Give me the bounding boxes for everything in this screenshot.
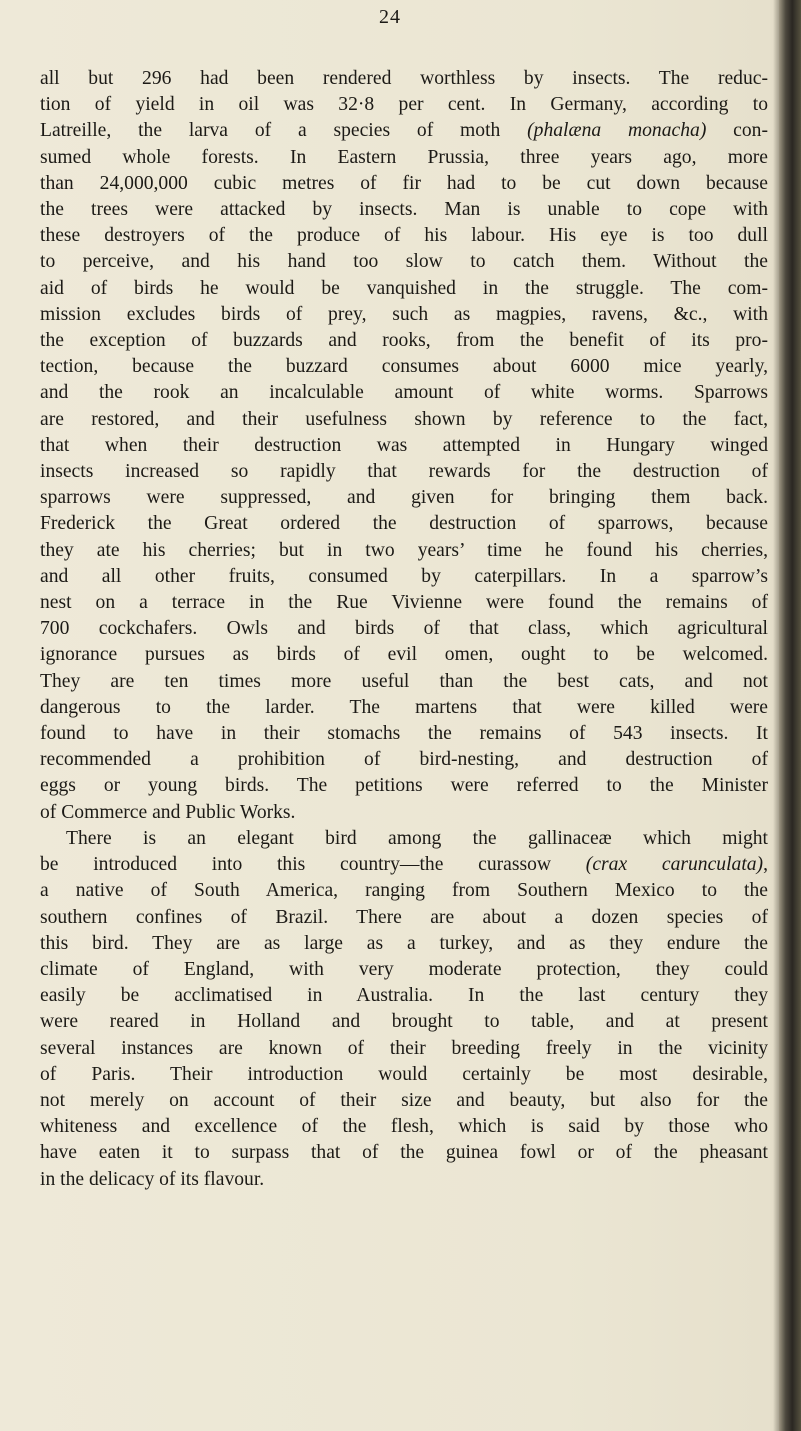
text-line: insects increased so rapidly that rewards for the destruction of bbox=[40, 461, 768, 483]
text-line: be introduced into this country—the curassow (crax carunculata), bbox=[40, 854, 768, 876]
text-line: than 24,000,000 cubic metres of fir had to be cut down because bbox=[40, 172, 768, 194]
text-line: ignorance pursues as birds of evil omen, ought to be welcomed. bbox=[40, 644, 768, 666]
text-line: they ate his cherries; but in two years’ time he found his cherries, bbox=[40, 539, 768, 561]
text-line: not merely on account of their size and beauty, but also for the bbox=[40, 1089, 768, 1111]
text-line: found to have in their stomachs the remains of 543 insects. It bbox=[40, 723, 768, 745]
text-line: eggs or young birds. The petitions were referred to the Minister bbox=[40, 775, 768, 797]
text-line: these destroyers of the produce of his labour. His eye is too dull bbox=[40, 225, 768, 247]
text-line: this bird. They are as large as a turkey, and as they endure the bbox=[40, 932, 768, 954]
text-line: a native of South America, ranging from Southern Mexico to the bbox=[40, 880, 768, 902]
text-line: sparrows were suppressed, and given for bringing them back. bbox=[40, 487, 768, 509]
text-line: recommended a prohibition of bird-nesting, and destruction of bbox=[40, 749, 768, 771]
text-line: nest on a terrace in the Rue Vivienne were found the remains of bbox=[40, 592, 768, 614]
text-line: several instances are known of their breeding freely in the vicinity bbox=[40, 1037, 768, 1059]
text-line: to perceive, and his hand too slow to catch them. Without the bbox=[40, 251, 768, 273]
text-line: 700 cockchafers. Owls and birds of that class, which agricultural bbox=[40, 618, 768, 640]
text-line: There is an elegant bird among the gallinaceæ which might bbox=[66, 827, 768, 849]
page-number: 24 bbox=[379, 6, 401, 28]
italic-term: (phalæna monacha) bbox=[527, 120, 707, 142]
text-line: and all other fruits, consumed by caterpillars. In a sparrow’s bbox=[40, 565, 768, 587]
text-line: have eaten it to surpass that of the guinea fowl or of the pheasant bbox=[40, 1142, 768, 1164]
text-line: Latreille, the larva of a species of moth (phalæna monacha) con- bbox=[40, 120, 768, 142]
text-line: southern confines of Brazil. There are about a dozen species of bbox=[40, 906, 768, 928]
text-line: of Paris. Their introduction would certainly be most desirable, bbox=[40, 1063, 768, 1085]
text-line: tion of yield in oil was 32·8 per cent. In Germany, according to bbox=[40, 94, 768, 116]
italic-term: (crax carunculata) bbox=[585, 854, 764, 876]
text-line: and the rook an incalculable amount of white worms. Sparrows bbox=[40, 382, 768, 404]
paragraph bbox=[40, 66, 768, 826]
text-line: dangerous to the larder. The martens that were killed were bbox=[40, 696, 768, 718]
text-line: whiteness and excellence of the flesh, which is said by those who bbox=[40, 1116, 768, 1138]
text-line: of Commerce and Public Works. bbox=[40, 801, 296, 823]
text-line: in the delicacy of its flavour. bbox=[40, 1168, 265, 1190]
body-text bbox=[40, 66, 768, 1193]
text-line: mission excludes birds of prey, such as magpies, ravens, &c., with bbox=[40, 303, 768, 325]
text-line: the exception of buzzards and rooks, from the benefit of its pro- bbox=[40, 330, 768, 352]
text-line: easily be acclimatised in Australia. In the last century they bbox=[40, 985, 768, 1007]
text-line: climate of England, with very moderate protection, they could bbox=[40, 958, 768, 980]
page-edge-shadow bbox=[779, 0, 801, 1431]
text-line: sumed whole forests. In Eastern Prussia, three years ago, more bbox=[40, 146, 768, 168]
text-line: tection, because the buzzard consumes about 6000 mice yearly, bbox=[40, 356, 768, 378]
text-line: that when their destruction was attempted in Hungary winged bbox=[40, 434, 768, 456]
text-line: were reared in Holland and brought to table, and at present bbox=[40, 1011, 768, 1033]
text-line: all but 296 had been rendered worthless by insects. The reduc- bbox=[40, 68, 768, 89]
text-line: are restored, and their usefulness shown by reference to the fact, bbox=[40, 408, 768, 430]
paragraph bbox=[40, 826, 768, 1193]
text-line: the trees were attacked by insects. Man is unable to cope with bbox=[40, 199, 768, 221]
text-line: They are ten times more useful than the best cats, and not bbox=[40, 670, 768, 692]
text-line: aid of birds he would be vanquished in the struggle. The com- bbox=[40, 277, 768, 299]
text-line: Frederick the Great ordered the destruction of sparrows, because bbox=[40, 513, 768, 535]
